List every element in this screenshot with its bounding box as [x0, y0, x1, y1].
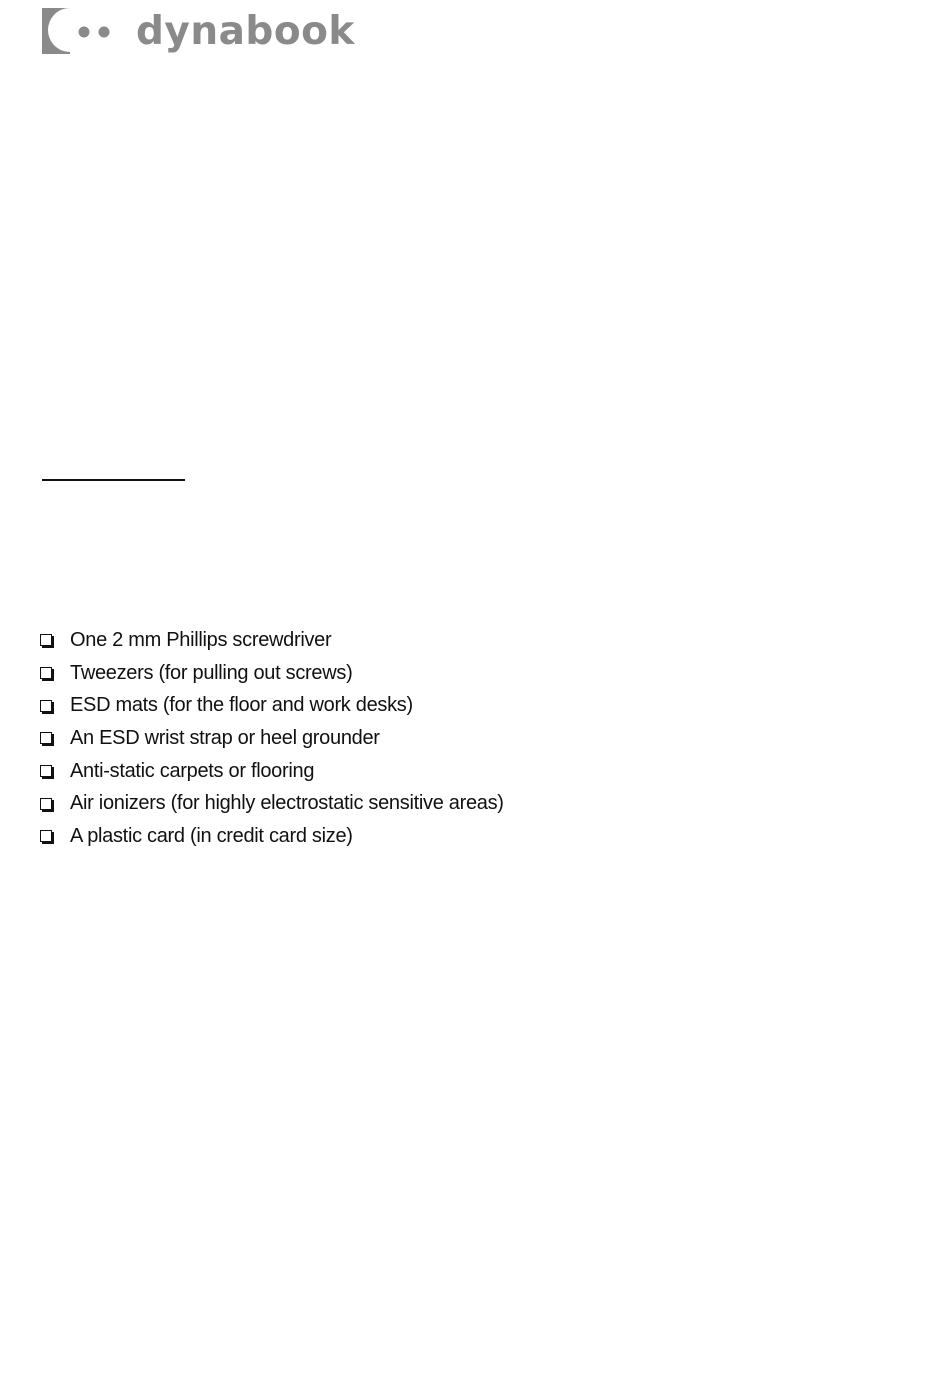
checkbox-icon [40, 765, 52, 777]
tools-checklist [38, 624, 504, 853]
checkbox-icon [40, 732, 52, 744]
dynabook-logo-mark [42, 8, 110, 54]
checkbox-icon [40, 798, 52, 810]
list-item [38, 657, 504, 690]
list-item-label: One 2 mm Phillips screwdriver [70, 628, 332, 651]
section-heading-underline [42, 479, 185, 481]
list-item-label: Air ionizers (for highly electrostatic sensitive areas) [70, 792, 504, 815]
list-item [38, 689, 504, 722]
logo-wordmark: dynabook [136, 9, 355, 54]
checkbox-icon [40, 667, 52, 679]
list-item-label: Tweezers (for pulling out screws) [70, 661, 353, 684]
list-item-label: ESD mats (for the floor and work desks) [70, 694, 413, 717]
list-item [38, 820, 504, 853]
dynabook-logo [40, 6, 370, 58]
list-item [38, 787, 504, 820]
checkbox-icon [40, 700, 52, 712]
list-item [38, 624, 504, 657]
list-item [38, 755, 504, 788]
checkbox-icon [40, 830, 52, 842]
list-item-label: Anti-static carpets or flooring [70, 759, 315, 782]
list-item-label: A plastic card (in credit card size) [70, 824, 353, 847]
list-item [38, 722, 504, 755]
list-item-label: An ESD wrist strap or heel grounder [70, 726, 380, 749]
checkbox-icon [40, 634, 52, 646]
